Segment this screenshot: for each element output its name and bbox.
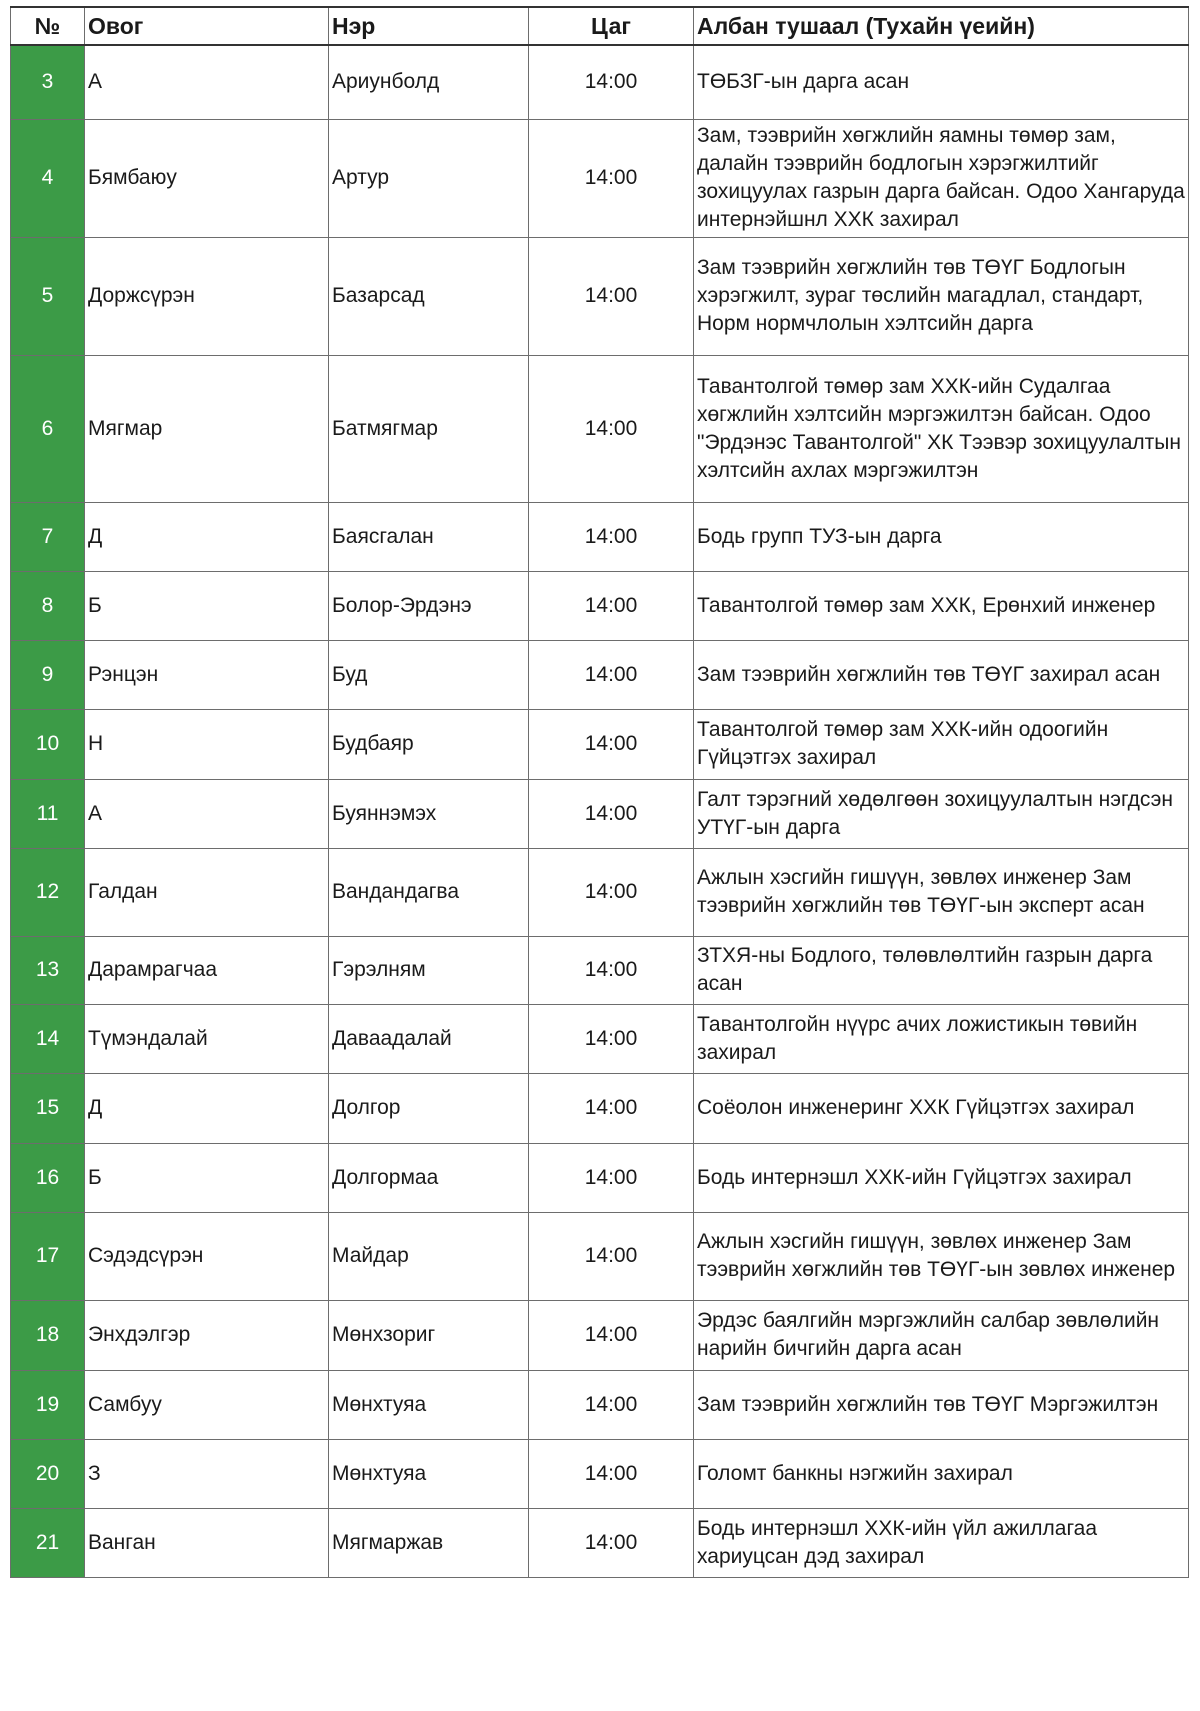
row-position: Тавантолгой төмөр зам ХХК, Ерөнхий инженер bbox=[694, 571, 1189, 640]
row-number: 4 bbox=[11, 119, 85, 237]
row-name: Баясгалан bbox=[329, 502, 529, 571]
row-number: 11 bbox=[11, 779, 85, 848]
row-number: 9 bbox=[11, 640, 85, 709]
row-number: 21 bbox=[11, 1508, 85, 1577]
table-row bbox=[11, 355, 1189, 502]
row-number: 20 bbox=[11, 1439, 85, 1508]
table-row bbox=[11, 1370, 1189, 1439]
row-number: 14 bbox=[11, 1004, 85, 1073]
table-row bbox=[11, 45, 1189, 119]
roster-table bbox=[10, 6, 1189, 1578]
header-surname: Овог bbox=[85, 7, 329, 45]
header-position: Албан тушаал (Тухайн үеийн) bbox=[694, 7, 1189, 45]
row-number: 6 bbox=[11, 355, 85, 502]
row-name: Базарсад bbox=[329, 237, 529, 355]
row-name: Гэрэлням bbox=[329, 936, 529, 1004]
row-surname: Д bbox=[85, 502, 329, 571]
table-row bbox=[11, 502, 1189, 571]
table-row bbox=[11, 640, 1189, 709]
row-name: Долгормаа bbox=[329, 1143, 529, 1212]
table-row bbox=[11, 936, 1189, 1004]
row-time: 14:00 bbox=[529, 1300, 694, 1370]
header-time: Цаг bbox=[529, 7, 694, 45]
row-number: 17 bbox=[11, 1212, 85, 1300]
table-row bbox=[11, 779, 1189, 848]
row-time: 14:00 bbox=[529, 571, 694, 640]
row-surname: З bbox=[85, 1439, 329, 1508]
row-position: Бодь групп ТУЗ-ын дарга bbox=[694, 502, 1189, 571]
row-time: 14:00 bbox=[529, 119, 694, 237]
row-position: Ажлын хэсгийн гишүүн, зөвлөх инженер Зам тээврийн хөгжлийн төв ТӨҮГ-ын зөвлөх инженер bbox=[694, 1212, 1189, 1300]
row-surname: А bbox=[85, 45, 329, 119]
row-number: 10 bbox=[11, 709, 85, 779]
table-row bbox=[11, 1439, 1189, 1508]
row-number: 16 bbox=[11, 1143, 85, 1212]
row-time: 14:00 bbox=[529, 355, 694, 502]
row-position: Эрдэс баялгийн мэргэжлийн салбар зөвлөлийн нарийн бичгийн дарга асан bbox=[694, 1300, 1189, 1370]
row-surname: Д bbox=[85, 1073, 329, 1143]
table-row bbox=[11, 709, 1189, 779]
row-name: Ариунболд bbox=[329, 45, 529, 119]
roster-body bbox=[11, 45, 1189, 1577]
row-surname: Рэнцэн bbox=[85, 640, 329, 709]
row-time: 14:00 bbox=[529, 779, 694, 848]
row-number: 3 bbox=[11, 45, 85, 119]
row-name: Батмягмар bbox=[329, 355, 529, 502]
row-surname: Сэдэдсүрэн bbox=[85, 1212, 329, 1300]
row-position: ТӨБЗГ-ын дарга асан bbox=[694, 45, 1189, 119]
header-row bbox=[11, 7, 1189, 45]
row-surname: Дарамрагчаа bbox=[85, 936, 329, 1004]
row-surname: Б bbox=[85, 1143, 329, 1212]
row-surname: Түмэндалай bbox=[85, 1004, 329, 1073]
table-row bbox=[11, 1212, 1189, 1300]
table-row bbox=[11, 1004, 1189, 1073]
row-name: Буяннэмэх bbox=[329, 779, 529, 848]
row-position: ЗТХЯ-ны Бодлого, төлөвлөлтийн газрын дарга асан bbox=[694, 936, 1189, 1004]
table-row bbox=[11, 237, 1189, 355]
table-row bbox=[11, 1508, 1189, 1577]
row-name: Мөнхтуяа bbox=[329, 1370, 529, 1439]
row-time: 14:00 bbox=[529, 1004, 694, 1073]
row-position: Тавантолгой төмөр зам ХХК-ийн одоогийн Гүйцэтгэх захирал bbox=[694, 709, 1189, 779]
row-surname: Бямбаюу bbox=[85, 119, 329, 237]
roster-sheet bbox=[10, 6, 1189, 1578]
row-surname: Б bbox=[85, 571, 329, 640]
row-position: Голомт банкны нэгжийн захирал bbox=[694, 1439, 1189, 1508]
row-surname: А bbox=[85, 779, 329, 848]
row-name: Вандандагва bbox=[329, 848, 529, 936]
row-position: Соёолон инженеринг ХХК Гүйцэтгэх захирал bbox=[694, 1073, 1189, 1143]
row-time: 14:00 bbox=[529, 1143, 694, 1212]
table-row bbox=[11, 1300, 1189, 1370]
row-name: Майдар bbox=[329, 1212, 529, 1300]
row-time: 14:00 bbox=[529, 1508, 694, 1577]
row-position: Зам тээврийн хөгжлийн төв ТӨҮГ Бодлогын хэрэгжилт, зураг төслийн магадлал, стандарт, Норм нормчлолын хэлтсийн дарга bbox=[694, 237, 1189, 355]
table-row bbox=[11, 119, 1189, 237]
row-surname: Мягмар bbox=[85, 355, 329, 502]
row-number: 13 bbox=[11, 936, 85, 1004]
row-time: 14:00 bbox=[529, 1439, 694, 1508]
row-name: Даваадалай bbox=[329, 1004, 529, 1073]
row-position: Зам тээврийн хөгжлийн төв ТӨҮГ захирал асан bbox=[694, 640, 1189, 709]
row-position: Зам тээврийн хөгжлийн төв ТӨҮГ Мэргэжилтэн bbox=[694, 1370, 1189, 1439]
row-position: Тавантолгой төмөр зам ХХК-ийн Судалгаа хөгжлийн хэлтсийн мэргэжилтэн байсан. Одоо "Эрдэнэс Тавантолгой" ХК Тээвэр зохицуулалтын хэлтсийн ахлах мэргэжилтэн bbox=[694, 355, 1189, 502]
row-time: 14:00 bbox=[529, 936, 694, 1004]
table-row bbox=[11, 571, 1189, 640]
row-number: 18 bbox=[11, 1300, 85, 1370]
table-row bbox=[11, 1143, 1189, 1212]
table-row bbox=[11, 1073, 1189, 1143]
row-surname: Галдан bbox=[85, 848, 329, 936]
row-surname: Самбуу bbox=[85, 1370, 329, 1439]
row-time: 14:00 bbox=[529, 640, 694, 709]
row-time: 14:00 bbox=[529, 1073, 694, 1143]
table-row bbox=[11, 848, 1189, 936]
row-number: 15 bbox=[11, 1073, 85, 1143]
row-position: Бодь интернэшл ХХК-ийн үйл ажиллагаа хариуцсан дэд захирал bbox=[694, 1508, 1189, 1577]
row-time: 14:00 bbox=[529, 848, 694, 936]
row-time: 14:00 bbox=[529, 502, 694, 571]
row-time: 14:00 bbox=[529, 709, 694, 779]
row-position: Галт тэрэгний хөдөлгөөн зохицуулалтын нэгдсэн УТҮГ-ын дарга bbox=[694, 779, 1189, 848]
row-name: Мөнхтуяа bbox=[329, 1439, 529, 1508]
row-name: Мягмаржав bbox=[329, 1508, 529, 1577]
header-name: Нэр bbox=[329, 7, 529, 45]
row-time: 14:00 bbox=[529, 1370, 694, 1439]
row-number: 12 bbox=[11, 848, 85, 936]
row-time: 14:00 bbox=[529, 45, 694, 119]
row-number: 19 bbox=[11, 1370, 85, 1439]
row-surname: Ванган bbox=[85, 1508, 329, 1577]
row-position: Бодь интернэшл ХХК-ийн Гүйцэтгэх захирал bbox=[694, 1143, 1189, 1212]
row-surname: Энхдэлгэр bbox=[85, 1300, 329, 1370]
row-number: 8 bbox=[11, 571, 85, 640]
row-surname: Доржсүрэн bbox=[85, 237, 329, 355]
row-number: 5 bbox=[11, 237, 85, 355]
row-position: Ажлын хэсгийн гишүүн, зөвлөх инженер Зам тээврийн хөгжлийн төв ТӨҮГ-ын эксперт асан bbox=[694, 848, 1189, 936]
row-surname: Н bbox=[85, 709, 329, 779]
row-name: Долгор bbox=[329, 1073, 529, 1143]
row-time: 14:00 bbox=[529, 1212, 694, 1300]
row-position: Тавантолгойн нүүрс ачих ложистикын төвийн захирал bbox=[694, 1004, 1189, 1073]
row-name: Болор-Эрдэнэ bbox=[329, 571, 529, 640]
row-number: 7 bbox=[11, 502, 85, 571]
row-name: Буд bbox=[329, 640, 529, 709]
row-time: 14:00 bbox=[529, 237, 694, 355]
row-name: Мөнхзориг bbox=[329, 1300, 529, 1370]
row-name: Артур bbox=[329, 119, 529, 237]
header-number: № bbox=[11, 7, 85, 45]
row-position: Зам, тээврийн хөгжлийн яамны төмөр зам, далайн тээврийн бодлогын хэрэгжилтийг зохицуулах газрын дарга байсан. Одоо Хангаруда интернэйшнл ХХК захирал bbox=[694, 119, 1189, 237]
row-name: Будбаяр bbox=[329, 709, 529, 779]
